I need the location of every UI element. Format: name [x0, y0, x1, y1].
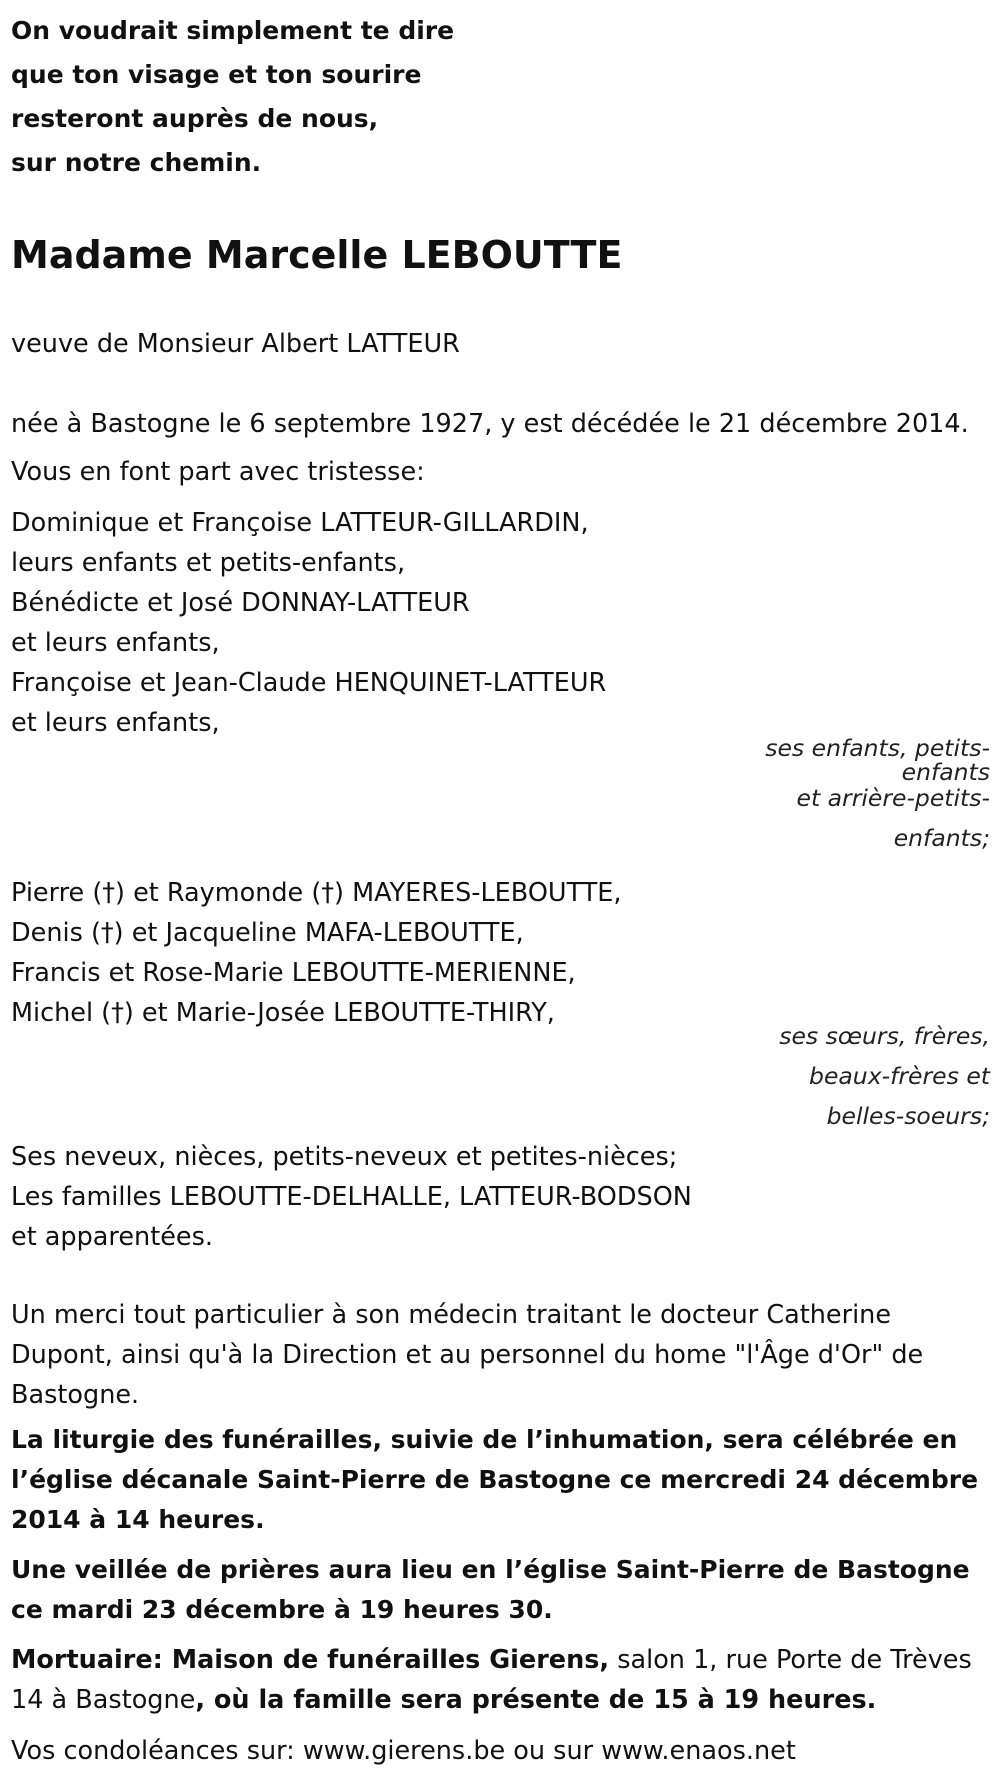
poem: [11, 6, 711, 188]
list-item: Françoise et Jean-Claude HENQUINET-LATTEUR: [11, 668, 607, 698]
caption-line: belles-soeurs;: [826, 1102, 990, 1130]
list-item: Pierre (†) et Raymonde (†) MAYERES-LEBOUTTE,: [11, 878, 622, 908]
siblings-caption: [730, 1016, 990, 1136]
vigil-paragraph: [11, 1550, 996, 1630]
thanks-paragraph: [11, 1295, 971, 1415]
caption-line: et arrière-petits-: [796, 784, 990, 812]
list-item: et apparentées.: [11, 1222, 213, 1252]
deceased-name: Madame Marcelle LEBOUTTE: [11, 233, 623, 277]
mortuary-paragraph: [11, 1640, 986, 1720]
widow-of: veuve de Monsieur Albert LATTEUR: [11, 329, 460, 359]
announcement: Vous en font part avec tristesse:: [11, 457, 425, 487]
list-item: et leurs enfants,: [11, 708, 220, 738]
mortuary-text: [11, 1640, 986, 1720]
poem-line: que ton visage et ton sourire: [11, 60, 422, 89]
poem-line: resteront auprès de nous,: [11, 104, 379, 133]
caption-line: ses enfants, petits-: [765, 734, 990, 762]
list-item: Les familles LEBOUTTE-DELHALLE, LATTEUR-BODSON: [11, 1182, 692, 1212]
thanks-text: Un merci tout particulier à son médecin traitant le docteur Catherine Dupont, ainsi qu'à la Direction et au personnel du home "l'Âge d'Or" de Bastogne.: [11, 1300, 924, 1410]
caption-line: ses sœurs, frères,: [779, 1022, 990, 1050]
funeral-paragraph: [11, 1420, 996, 1540]
children-list: [11, 503, 991, 743]
children-caption: [730, 728, 990, 858]
poem-line: On voudrait simplement te dire: [11, 16, 455, 45]
vigil-text: Une veillée de prières aura lieu en l’église Saint-Pierre de Bastogne ce mardi 23 décembre à 19 heures 30.: [11, 1555, 970, 1624]
family-list: [11, 1137, 991, 1257]
funeral-text: La liturgie des funérailles, suivie de l’inhumation, sera célébrée en l’église décanale Saint-Pierre de Bastogne ce mercredi 24 décembre 2014 à 14 heures.: [11, 1425, 979, 1534]
list-item: Francis et Rose-Marie LEBOUTTE-MERIENNE,: [11, 958, 576, 988]
condolences: Vos condoléances sur: www.gierens.be ou sur www.enaos.net: [11, 1736, 796, 1766]
siblings-list: [11, 873, 991, 1033]
list-item: et leurs enfants,: [11, 628, 220, 658]
list-item: Dominique et Françoise LATTEUR-GILLARDIN,: [11, 508, 589, 538]
birth-death: née à Bastogne le 6 septembre 1927, y est décédée le 21 décembre 2014.: [11, 409, 969, 439]
poem-line: sur notre chemin.: [11, 148, 262, 177]
list-item: leurs enfants et petits-enfants,: [11, 548, 406, 578]
caption-line: beaux-frères et: [809, 1062, 990, 1090]
list-item: Ses neveux, nièces, petits-neveux et petites-nièces;: [11, 1142, 678, 1172]
caption-line: enfants;: [893, 824, 990, 852]
list-item: Bénédicte et José DONNAY-LATTEUR: [11, 588, 470, 618]
mortuary-label: Mortuaire: Maison de funérailles Gierens,: [11, 1645, 610, 1675]
mortuary-family: , où la famille sera présente de 15 à 19 heures.: [195, 1685, 877, 1715]
list-item: Denis (†) et Jacqueline MAFA-LEBOUTTE,: [11, 918, 524, 948]
list-item: Michel (†) et Marie-Josée LEBOUTTE-THIRY,: [11, 998, 555, 1028]
caption-line: enfants: [901, 758, 990, 786]
mortuary-address: salon 1, rue Porte de Trèves 14 à Bastogne: [11, 1645, 972, 1715]
